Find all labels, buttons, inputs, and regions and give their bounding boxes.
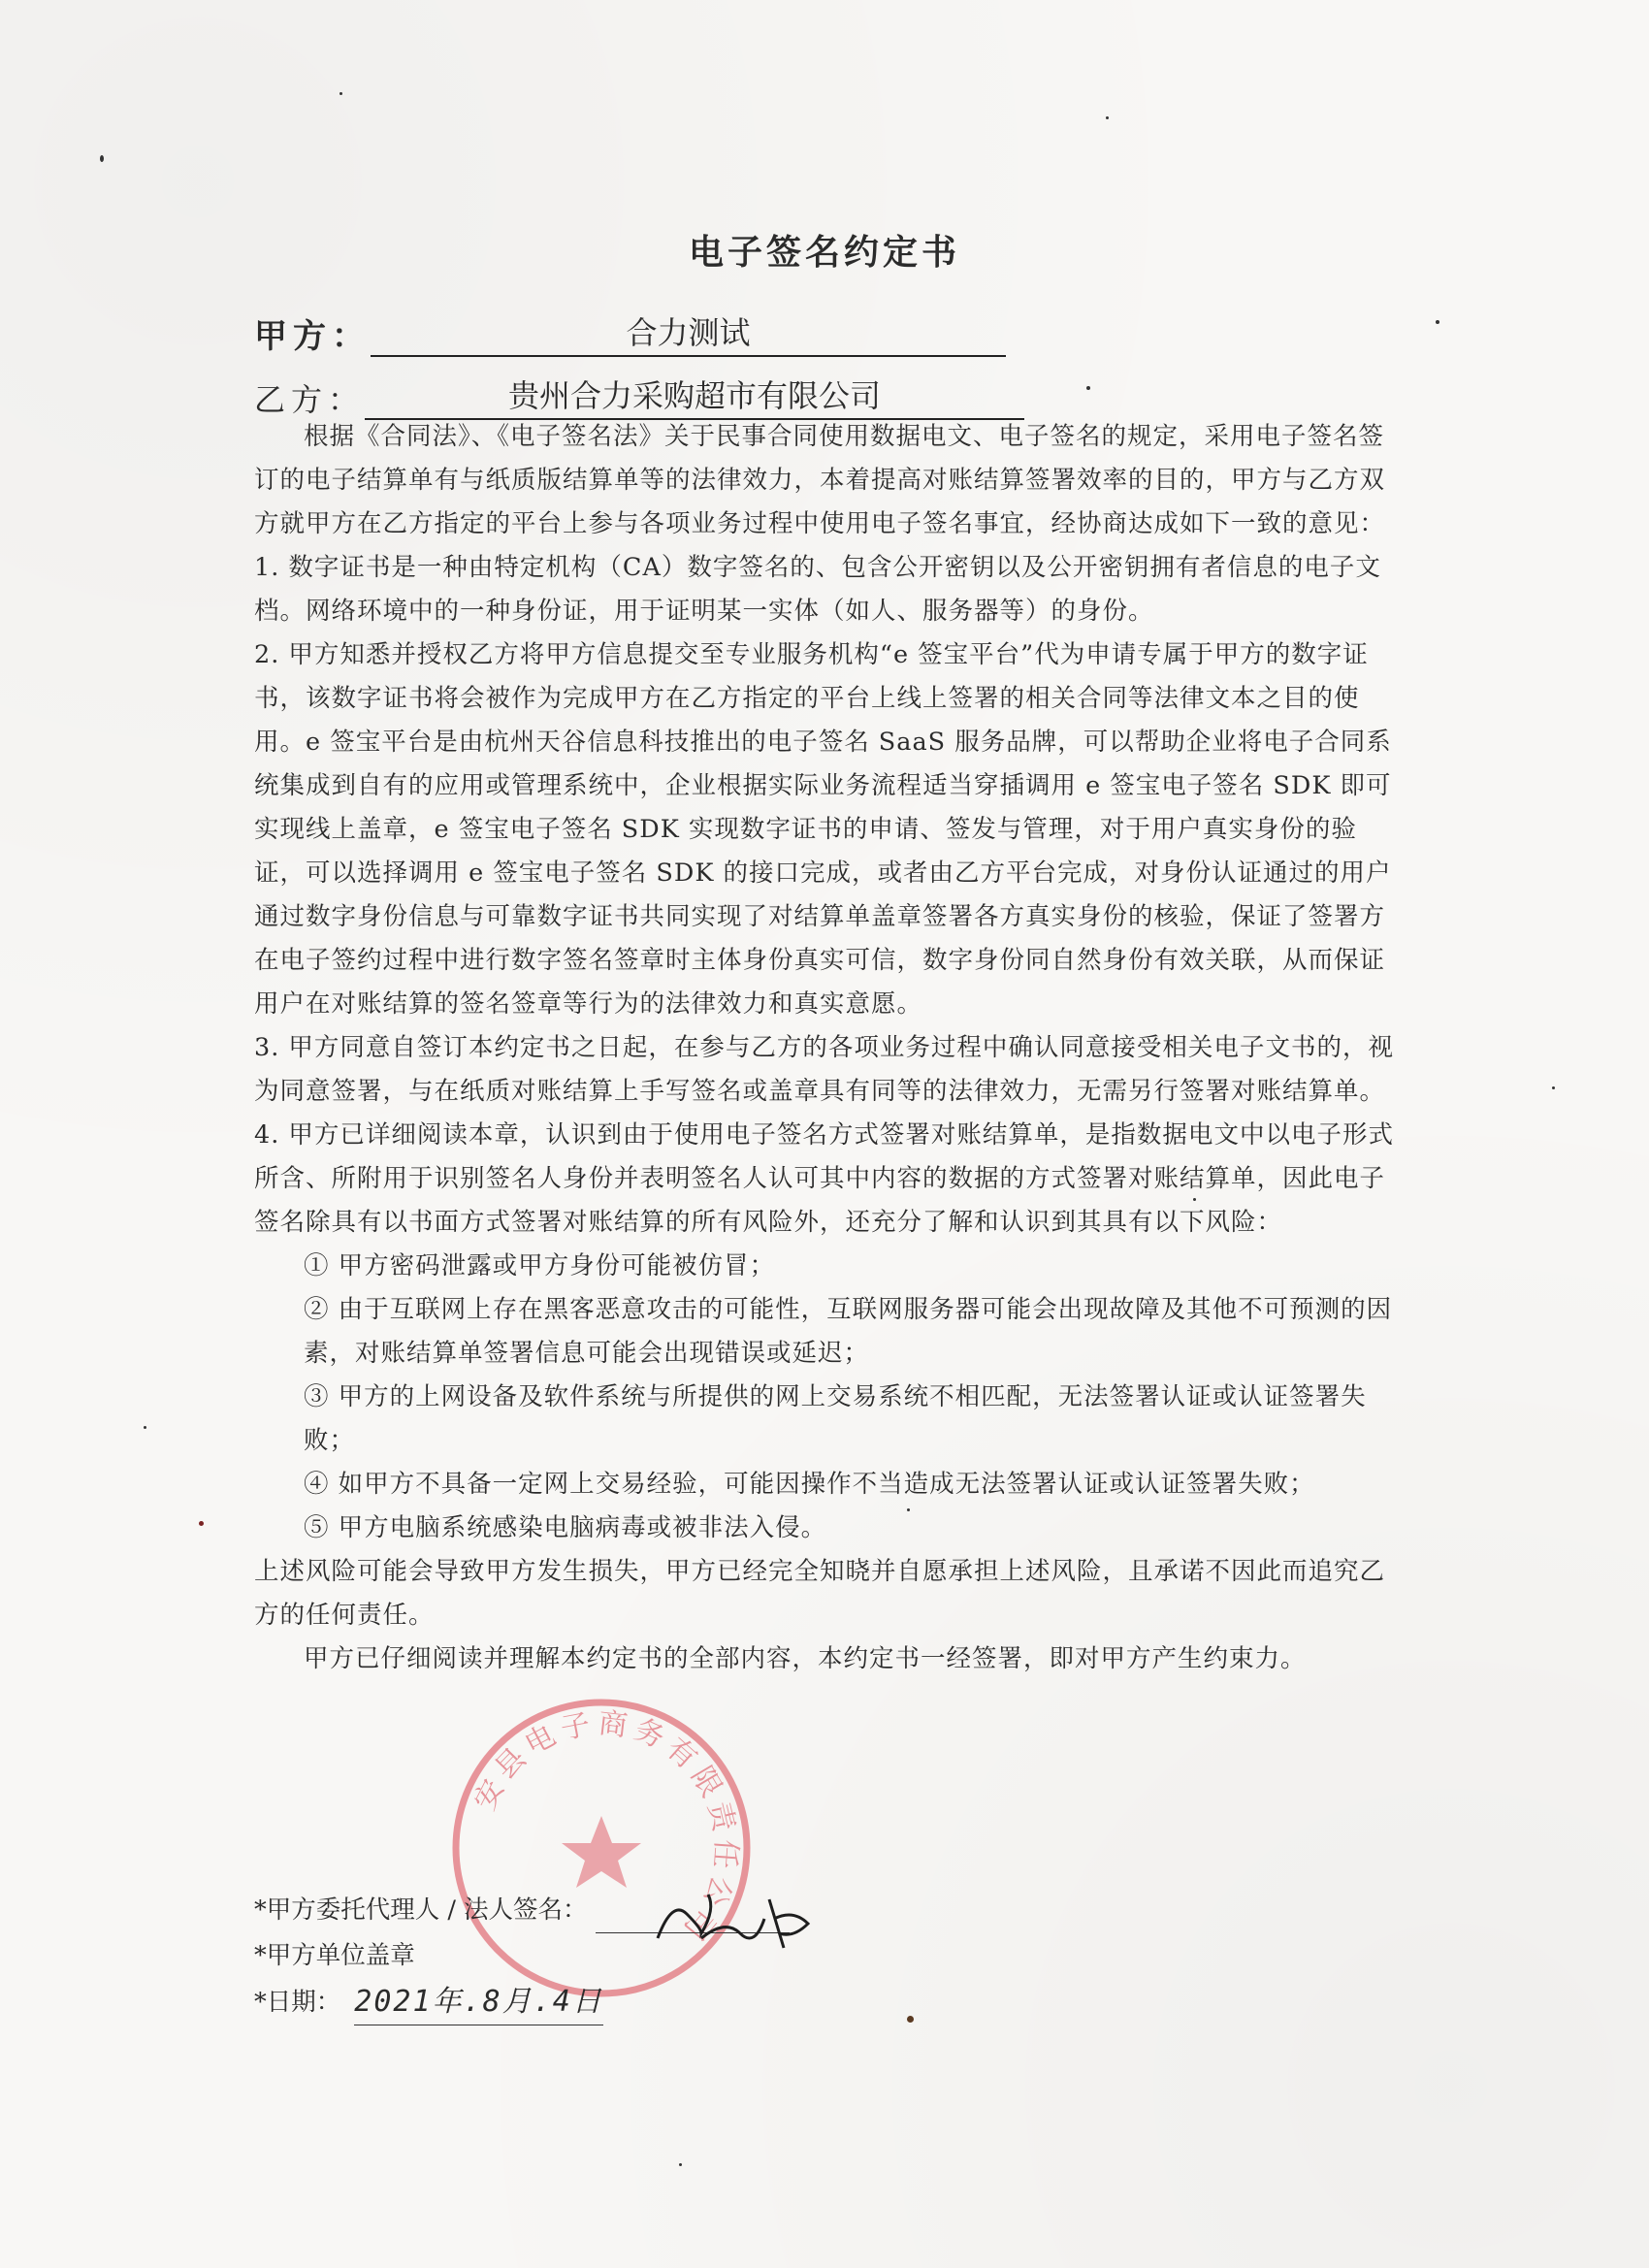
date-value: 2021年.8月.4日 [354,1979,603,2025]
risk-summary: 上述风险可能会导致甲方发生损失，甲方已经完全知晓并自愿承担上述风险，且承诺不因此而追究乙方的任何责任。 [254,1557,1386,1630]
party-b-value: 贵州合力采购超市有限公司 [365,372,1024,420]
intro-paragraph: 根据《合同法》、《电子签名法》关于民事合同使用数据电文、电子签名的规定，采用电子签名签订的电子结算单有与纸质版结算单等的法律效力，本着提高对账结算签署效率的目的，甲方与乙方双方就甲方在乙方指定的平台上参与各项业务过程中使用电子签名事宜，经协商达成如下一致的意见： [254,422,1386,538]
party-a-label: 甲方： [254,317,371,356]
scan-speck [199,1521,204,1526]
clause-1: 1. 数字证书是一种由特定机构（CA）数字签名的、包含公开密钥以及公开密钥拥有者信息的电子文档。网络环境中的一种身份证，用于证明某一实体（如人、服务器等）的身份。 [254,553,1381,626]
closing-paragraph: 甲方已仔细阅读并理解本约定书的全部内容，本约定书一经签署，即对甲方产生约束力。 [304,1644,1307,1673]
agreement-body [254,415,1399,1681]
clause-3: 3. 甲方同意自签订本约定书之日起，在参与乙方的各项业务过程中确认同意接受相关电子文书的，视为同意签署，与在纸质对账结算上手写签名或盖章具有同等的法律效力，无需另行签署对账结算单。 [254,1033,1394,1106]
scan-speck [1436,320,1439,324]
scan-speck [1552,1086,1555,1089]
party-b-label: 乙方： [254,381,366,418]
party-b-row [254,372,1024,420]
clause-2: 2. 甲方知悉并授权乙方将甲方信息提交至专业服务机构“e 签宝平台”代为申请专属于甲方的数字证书，该数字证书将会被作为完成甲方在乙方指定的平台上线上签署的相关合同等法律文本之目的使用。e 签宝平台是由杭州天谷信息科技推出的电子签名 SaaS 服务品牌，可以帮助企业将电子合同系统集成到自有的应用或管理系统中，企业根据实际业务流程适当穿插调用 e 签宝电子签名 SDK 即可实现线上盖章，e 签宝电子签名 SDK 实现数字证书的申请、签发与管理，对于用户真实身份的验证，可以选择调用 e 签宝电子签名 SDK 的接口完成，或者由乙方平台完成，对身份认证通过的用户通过数字身份信息与可靠数字证书共同实现了对结算单盖章签署各方真实身份的核验，保证了签署方在电子签约过程中进行数字签名签章时主体身份真实可信，数字身份同自然身份有效关联，从而保证用户在对账结算的签名签章等行为的法律效力和真实意愿。 [254,640,1392,1019]
scan-speck [679,2163,682,2166]
scan-speck [1086,386,1090,390]
risk-item-4: ④ 如甲方不具备一定网上交易经验，可能因操作不当造成无法签署认证或认证签署失败； [304,1470,1315,1499]
handwritten-signature [648,1880,832,1958]
scan-speck [100,155,104,162]
scan-speck [907,2016,914,2023]
party-a-row [254,308,1006,357]
scan-speck [1106,116,1109,119]
scan-speck [340,92,342,95]
seal-label: *甲方单位盖章 [254,1941,415,1970]
document-title: 电子签名约定书 [688,232,960,273]
clause-4: 4. 甲方已详细阅读本章，认识到由于使用电子签名方式签署对账结算单，是指数据电文中以电子形式所含、所附用于识别签名人身份并表明签名人认可其中内容的数据的方式签署对账结算单，因此电子签名除具有以书面方式签署对账结算的所有风险外，还充分了解和认识到其具有以下风险： [254,1120,1394,1237]
risk-item-3: ③ 甲方的上网设备及软件系统与所提供的网上交易系统不相匹配，无法签署认证或认证签署失败； [304,1382,1367,1455]
party-a-value: 合力测试 [371,308,1006,357]
risk-item-5: ⑤ 甲方电脑系统感染电脑病毒或被非法入侵。 [304,1513,827,1542]
scan-speck [144,1426,146,1429]
seal-text: 安县电子商务有限责任公司 [468,1705,743,1951]
date-row [254,1979,790,2025]
date-label: *日期： [254,1988,341,2017]
risk-item-2: ② 由于互联网上存在黑客恶意攻击的可能性，互联网服务器可能会出现故障及其他不可预测的因素，对账结算单签署信息可能会出现错误或延迟； [304,1295,1393,1368]
agent-signature-label: *甲方委托代理人 / 法人签名： [254,1895,588,1925]
risk-item-1: ① 甲方密码泄露或甲方身份可能被仿冒； [304,1251,776,1280]
